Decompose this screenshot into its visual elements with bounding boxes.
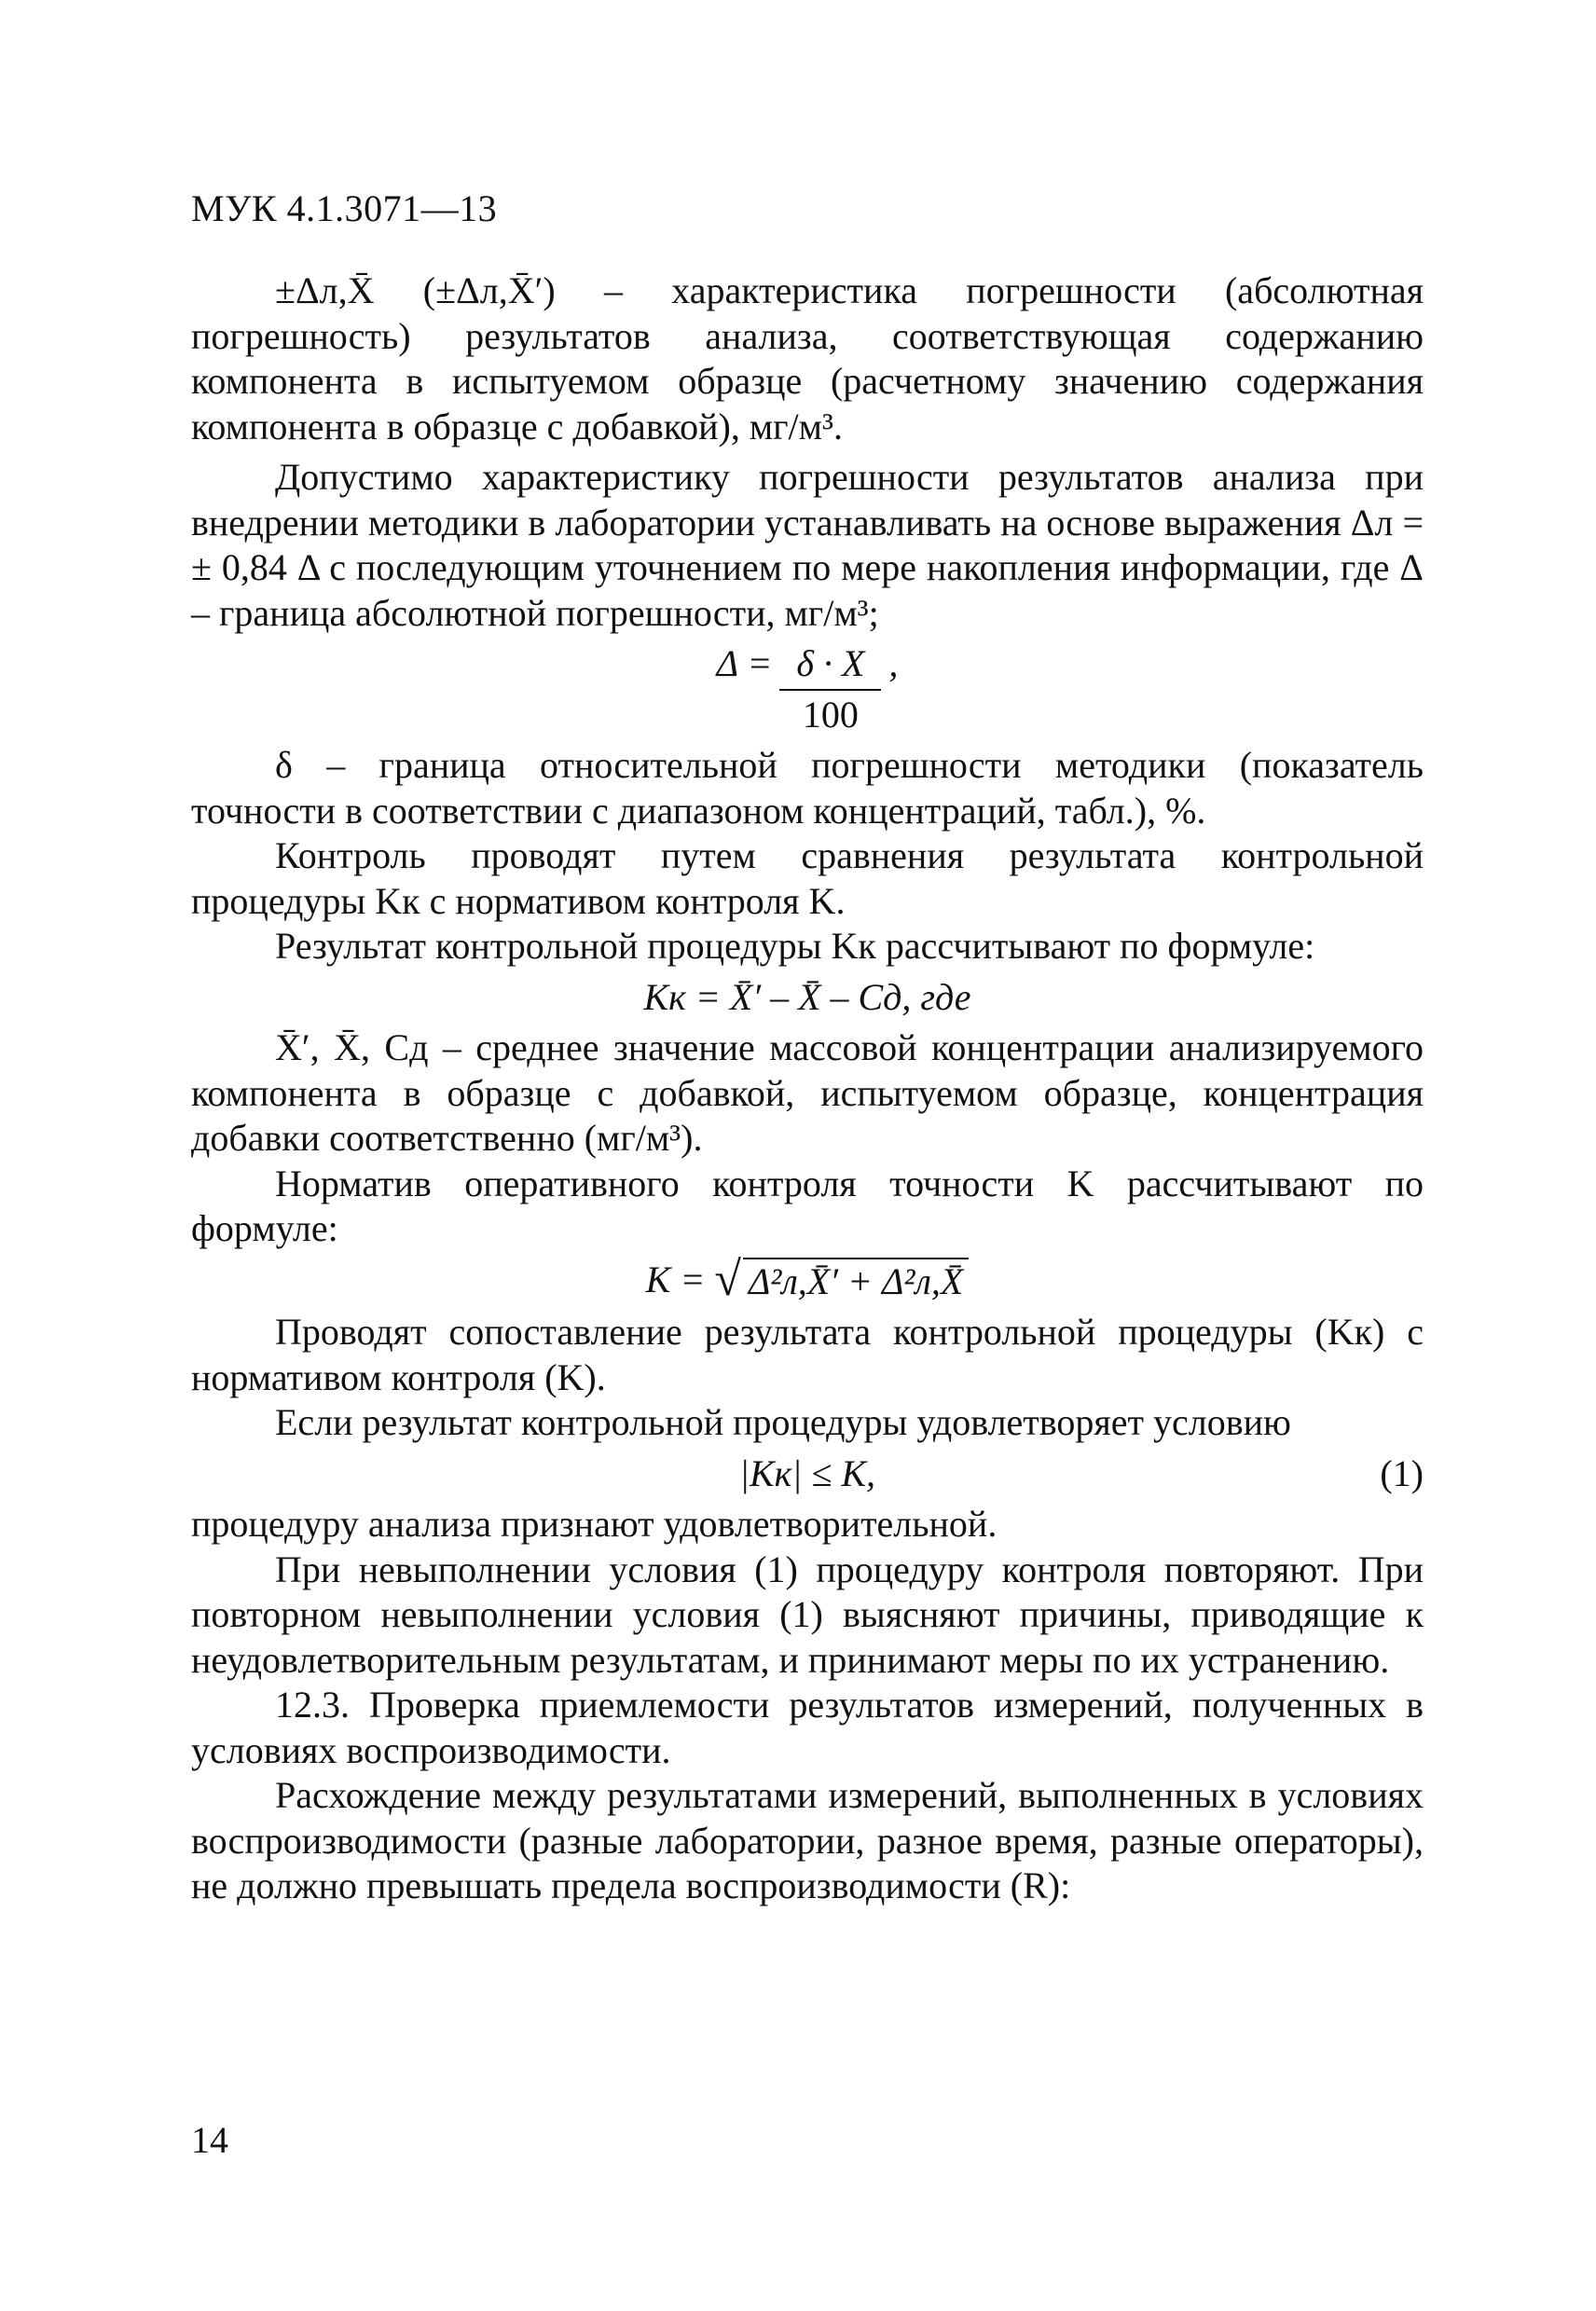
document-code: МУК 4.1.3071—13 [191,187,498,229]
formula-delta-denominator: 100 [802,693,859,736]
radical-sign: √ [714,1252,741,1306]
paragraph-error-definition: ±Δл,X̄ (±Δл,X̄′) – характеристика погрешности (абсолютная погрешность) результатов анализа, соответствующая содержанию компонента в испытуемом образце (расчетному значению содержания компонента в образце с добавкой), мг/м³. [191,269,1424,447]
equation-number: (1) [1380,1451,1424,1494]
paragraph-variables: X̄′, X̄, Cд – среднее значение массовой концентрации анализируемого компонента в образце с добавкой, испытуемом образце, концентрация добавки соответственно (мг/м³). [191,1026,1424,1159]
paragraph-error-estimation: Допустимо характеристику погрешности результатов анализа при внедрении методики в лаборатории устанавливать на основе выражения Δл = ± 0,84 Δ с последующим уточнением по мере накопления информации, где Δ – граница абсолютной погрешности, мг/м³; [191,456,1424,634]
paragraph-relative-error: δ – граница относительной погрешности методики (показатель точности в соответствии с диапазоном концентраций, табл.), %. [191,744,1424,832]
paragraph-repeat-control: При невыполнении условия (1) процедуру контроля повторяют. При повторном невыполнении условия (1) выясняют причины, приводящие к неудовлетворительным результатам, и принимают меры по их устранению. [191,1548,1424,1681]
formula-delta [191,641,1424,737]
formula-norm-lhs: K = [645,1258,706,1300]
formula-delta-fraction [779,641,881,737]
formula-condition [191,1451,1424,1497]
paragraph-reproducibility: Расхождение между результатами измерений, выполненных в условиях воспроизводимости (разные лаборатории, разное время, разные операторы), не должно превышать предела воспроизводимости (R): [191,1774,1424,1906]
paragraph-norm-intro: Норматив оперативного контроля точности K рассчитывают по формуле: [191,1162,1424,1249]
formula-control-result: Kк = X̄′ – X̄ – Cд, где [643,975,971,1018]
formula-condition-expression: |Kк| ≤ K, [738,1451,875,1494]
paragraph-control-result-intro: Результат контрольной процедуры Kк рассчитывают по формуле: [275,925,1315,967]
page-number: 14 [191,2119,228,2161]
section-heading-12-3: 12.3. Проверка приемлемости результатов измерений, полученных в условиях воспроизводимости. [191,1684,1424,1771]
paragraph-comparison: Проводят сопоставление результата контрольной процедуры (Kк) с нормативом контроля (K). [191,1311,1424,1398]
formula-norm [191,1252,1424,1306]
paragraph-condition-intro: Если результат контрольной процедуры удовлетворяет условию [275,1401,1291,1443]
formula-delta-numerator: δ · X [779,641,881,691]
formula-delta-comma: , [888,642,899,684]
paragraph-control-comparison: Контроль проводят путем сравнения результата контрольной процедуры Kк с нормативом контроля K. [191,834,1424,922]
formula-norm-radicand: Δ²л,X̄′ + Δ²л,X̄ [743,1258,969,1305]
formula-delta-lhs: Δ = [716,642,773,684]
document-body [191,268,1424,1909]
paragraph-satisfactory: процедуру анализа признают удовлетворительной. [191,1503,998,1545]
